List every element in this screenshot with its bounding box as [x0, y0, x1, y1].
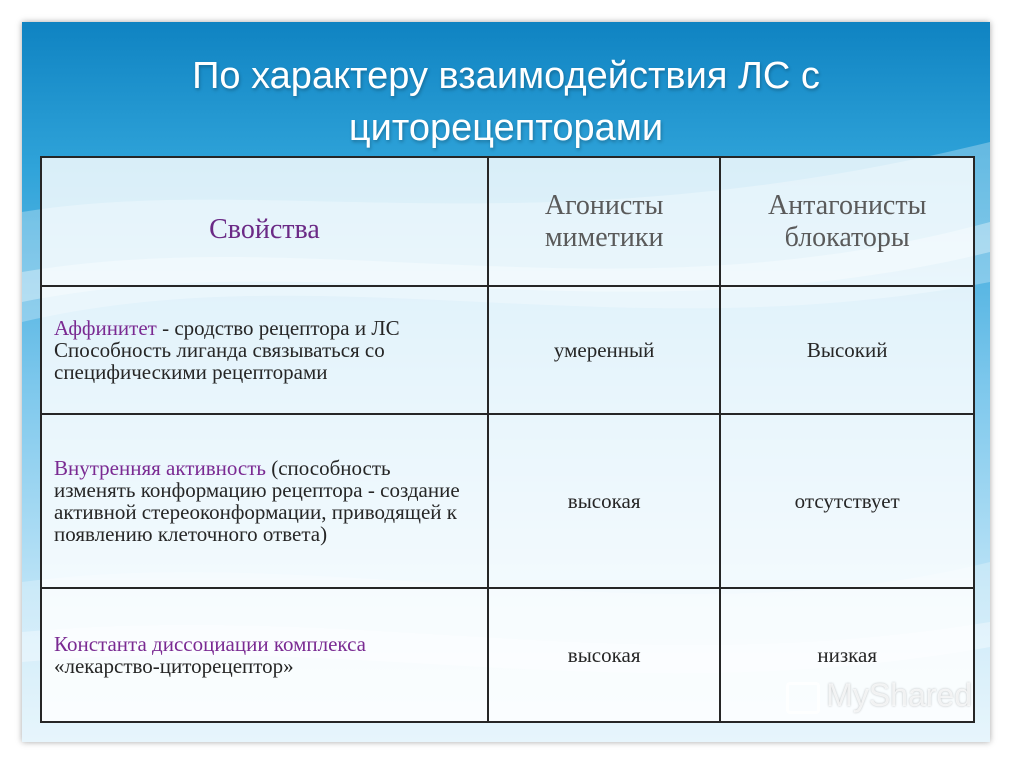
properties-table	[40, 156, 975, 723]
watermark	[786, 677, 972, 714]
header-antagonists	[720, 157, 974, 286]
header-agonists-line1: Агонисты	[544, 189, 664, 221]
table-row-affinity	[41, 286, 974, 414]
cell-antagonist-dissociation: низкая	[720, 588, 974, 722]
cell-antagonist-affinity: Высокий	[720, 286, 974, 414]
row-description	[41, 414, 488, 588]
table-row-intrinsic-activity	[41, 414, 974, 588]
cell-agonist-activity: высокая	[488, 414, 720, 588]
header-antagonists-line1: Антагонисты	[767, 189, 927, 221]
slide	[22, 22, 990, 742]
header-agonists	[488, 157, 720, 286]
table-header-row	[41, 157, 974, 286]
watermark-text: MyShared	[826, 677, 972, 713]
header-property: Свойства	[41, 157, 488, 286]
term-dissociation: Константа диссоциации комплекса	[54, 632, 366, 656]
term-intrinsic-activity: Внутренняя активность	[54, 456, 266, 480]
cell-agonist-affinity: умеренный	[488, 286, 720, 414]
slide-title-line2: циторецепторами	[348, 107, 664, 149]
desc-intrinsic-activity: (способность изменять конформацию рецептора - создание активной стереоконформации, приводящей к появлению клеточного ответа)	[54, 456, 460, 546]
slide-title-line1: По характеру взаимодействия ЛС с	[192, 55, 820, 97]
header-antagonists-line2: блокаторы	[784, 221, 910, 253]
cell-antagonist-activity: отсутствует	[720, 414, 974, 588]
row-description	[41, 286, 488, 414]
desc-affinity: - сродство рецептора и ЛС	[156, 316, 400, 340]
desc-dissociation: «лекарство-циторецептор»	[54, 654, 294, 678]
watermark-logo-icon	[786, 682, 820, 714]
slide-title	[22, 50, 990, 154]
term-affinity: Аффинитет	[54, 316, 157, 340]
row-description	[41, 588, 488, 722]
desc-affinity-extra: Способность лиганда связываться со специфическими рецепторами	[54, 338, 385, 384]
cell-agonist-dissociation: высокая	[488, 588, 720, 722]
header-agonists-line2: миметики	[544, 221, 664, 253]
